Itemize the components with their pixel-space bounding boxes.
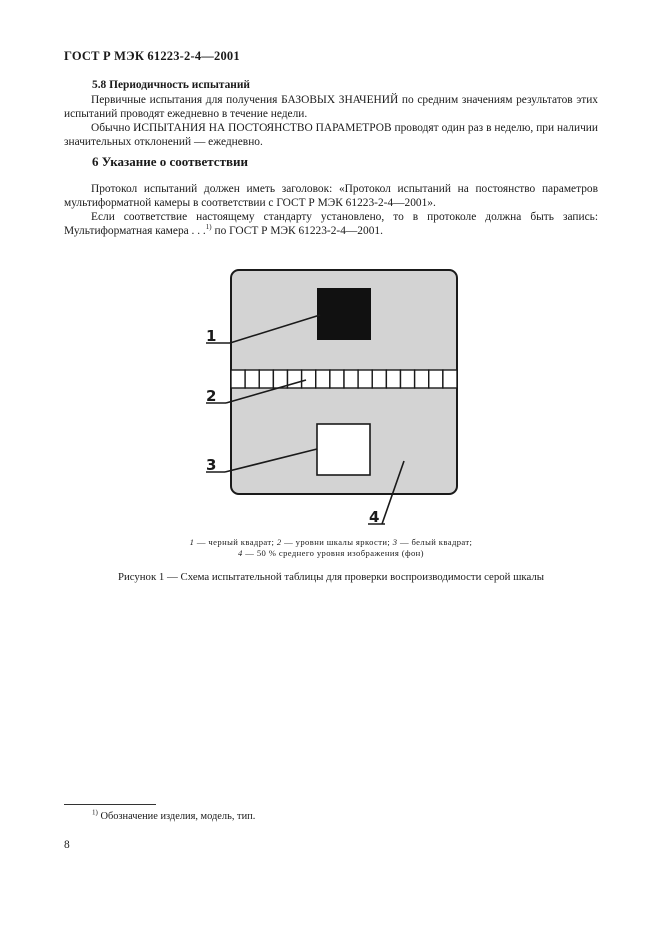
grayscale-cell	[259, 370, 273, 388]
grayscale-cell	[443, 370, 457, 388]
legend-text-2: — уровни шкалы яркости;	[281, 537, 393, 547]
grayscale-cell	[245, 370, 259, 388]
footnote-text: Обозначение изделия, модель, тип.	[97, 811, 256, 822]
figure-label-4: 4	[369, 508, 380, 526]
paragraph-2-text-after: по ГОСТ Р МЭК 61223-2-4—2001.	[211, 225, 383, 237]
legend-text-4: — 50 % среднего уровня изображения (фон)	[242, 548, 424, 558]
section-6-heading: 6 Указание о соответствии	[92, 154, 248, 169]
grayscale-cell	[330, 370, 344, 388]
test-pattern-figure	[0, 255, 661, 535]
legend-text-3: — белый квадрат;	[397, 537, 473, 547]
grayscale-cell	[344, 370, 358, 388]
grayscale-cell	[372, 370, 386, 388]
legend-text-1: — черный квадрат;	[194, 537, 277, 547]
grayscale-cell	[415, 370, 429, 388]
legend-number-4: 4	[238, 548, 243, 558]
legend-number-3: 3	[392, 537, 398, 547]
page-number: 8	[64, 839, 70, 851]
section-6-paragraph-1: Протокол испытаний должен иметь заголовок: «Протокол испытаний на постоянство параметров мультиформатной камеры в соответствии с ГОСТ Р МЭК 61223-2-4—2001».	[64, 183, 598, 209]
footnote-marker: 1)	[92, 808, 98, 817]
figure-caption: Рисунок 1 — Схема испытательной таблицы для проверки воспроизводимости серой шкалы	[117, 571, 545, 583]
section-5-8-paragraph-2: Обычно ИСПЫТАНИЯ НА ПОСТОЯНСТВО ПАРАМЕТРОВ проводят один раз в неделю, при наличии значительных отклонений — ежедневно.	[64, 122, 598, 148]
section-6-paragraph-2	[64, 210, 598, 238]
figure-legend-line-2	[64, 547, 598, 559]
grayscale-cell	[231, 370, 245, 388]
figure-label-2: 2	[206, 387, 217, 405]
grayscale-cell	[302, 370, 316, 388]
section-5-8-heading: 5.8 Периодичность испытаний	[92, 79, 250, 91]
grayscale-cell	[358, 370, 372, 388]
grayscale-cell	[316, 370, 330, 388]
white-square	[317, 424, 370, 475]
figure-label-3: 3	[206, 456, 217, 474]
grayscale-strip	[231, 370, 457, 388]
footnote-reference: 1)	[205, 223, 212, 232]
paragraph-2-text-before: Если соответствие настоящему стандарту установлено, то в протоколе должна быть запись: Мультиформатная камера . . .	[64, 211, 598, 237]
page-header: ГОСТ Р МЭК 61223-2-4—2001	[64, 49, 240, 63]
black-square	[317, 288, 371, 340]
legend-number-2: 2	[276, 537, 282, 547]
footnote	[92, 808, 256, 822]
footnote-separator	[64, 804, 156, 805]
grayscale-cell	[386, 370, 400, 388]
section-5-8-paragraph-1: Первичные испытания для получения БАЗОВЫХ ЗНАЧЕНИЙ по средним значениям результатов этих испытаний проводят ежедневно в течение недели.	[64, 94, 598, 120]
figure-label-1: 1	[206, 327, 217, 345]
grayscale-cell	[401, 370, 415, 388]
legend-number-1: 1	[189, 537, 195, 547]
grayscale-cell	[429, 370, 443, 388]
